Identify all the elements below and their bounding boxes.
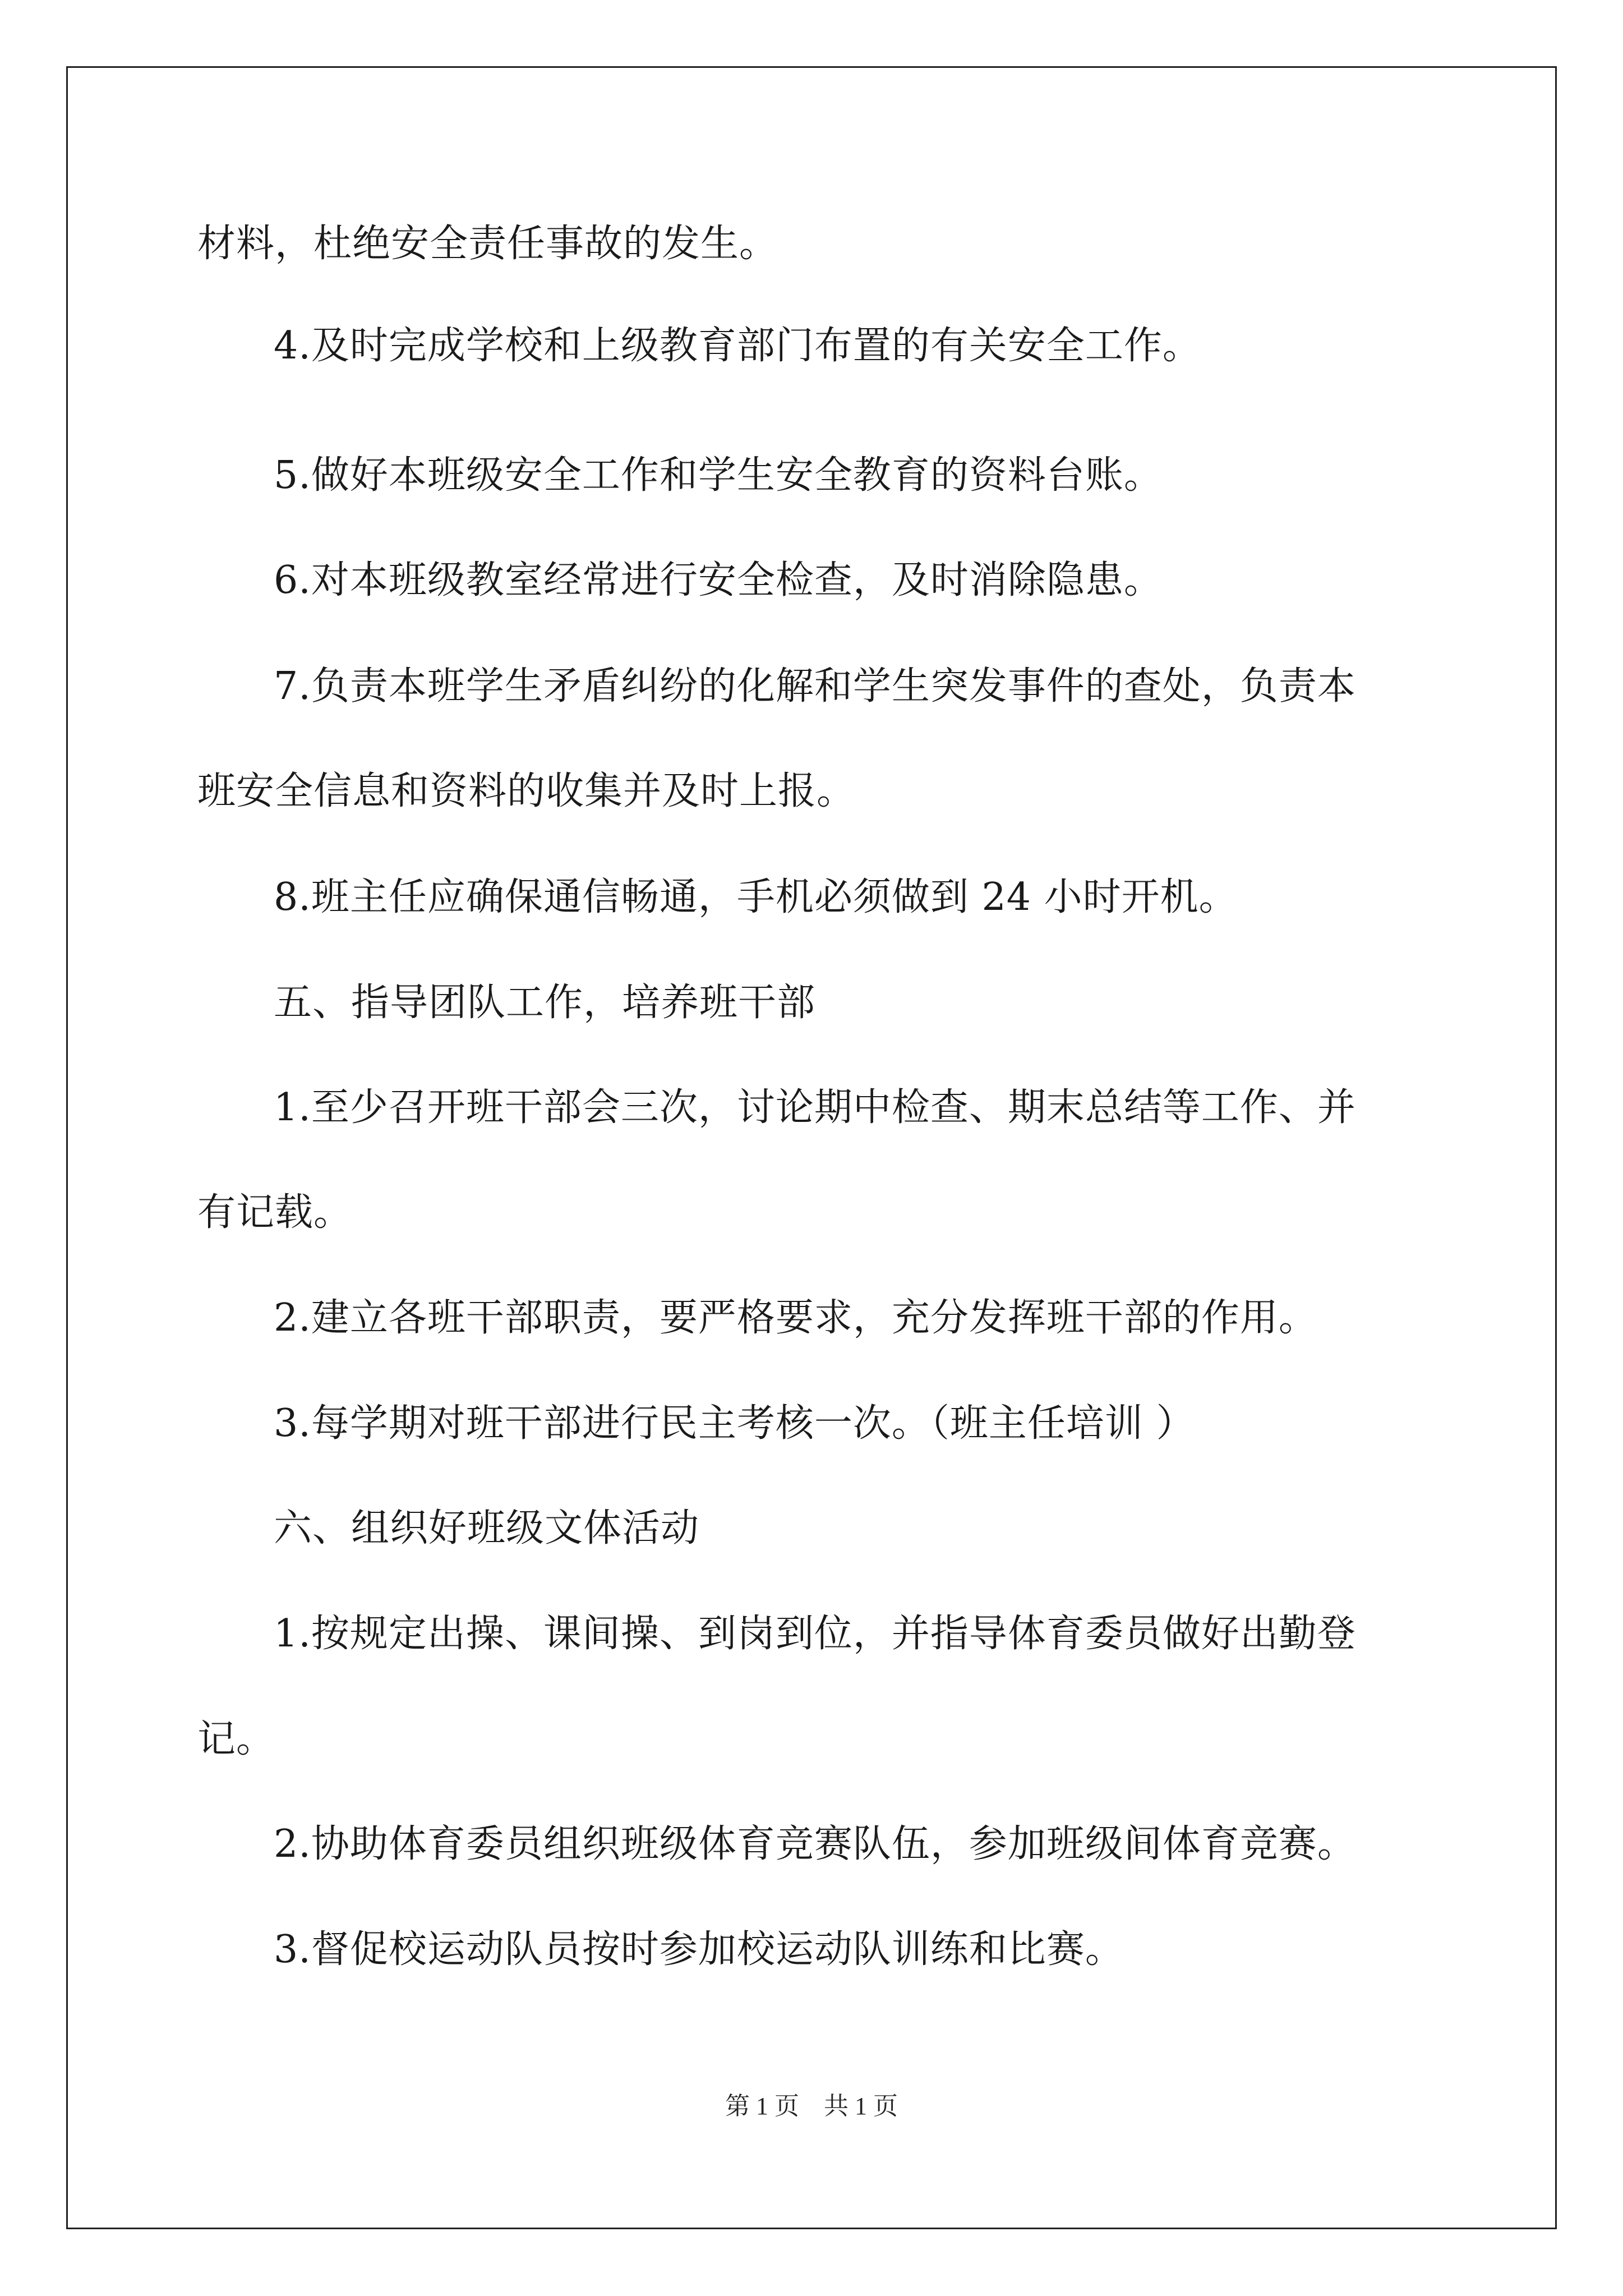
list-item: 4.及时完成学校和上级教育部门布置的有关安全工作。 [274,324,1201,368]
text-line: 记。 [197,1717,275,1761]
list-item: 5.做好本班级安全工作和学生安全教育的资料台账。 [274,453,1163,498]
page-number: 第 1 页 共 1 页 [725,2092,898,2120]
list-item: 1.至少召开班干部会三次，讨论期中检查、期末总结等工作、并 [274,1085,1356,1130]
section-heading: 六、组织好班级文体活动 [274,1506,700,1550]
page-border [66,66,1557,2229]
text-line: 班安全信息和资料的收集并及时上报。 [197,769,856,813]
list-item: 6.对本班级教室经常进行安全检查，及时消除隐患。 [274,558,1163,602]
list-item: 1.按规定出操、课间操、到岗到位，并指导体育委员做好出勤登 [274,1612,1356,1656]
list-item: 2.协助体育委员组织班级体育竞赛队伍，参加班级间体育竞赛。 [274,1822,1356,1866]
list-item: 3.每学期对班干部进行民主考核一次。（班主任培训 ） [274,1401,1195,1446]
text-line: 有记载。 [197,1190,353,1235]
text-line: 材料，杜绝安全责任事故的发生。 [197,222,778,266]
list-item: 2.建立各班干部职责，要严格要求，充分发挥班干部的作用。 [274,1296,1317,1340]
section-heading: 五、指导团队工作，培养班干部 [274,981,816,1025]
list-item: 8.班主任应确保通信畅通，手机必须做到 24 小时开机。 [274,875,1238,919]
list-item: 7.负责本班学生矛盾纠纷的化解和学生突发事件的查处，负责本 [274,664,1356,708]
list-item: 3.督促校运动队员按时参加校运动队训练和比赛。 [274,1927,1124,1972]
